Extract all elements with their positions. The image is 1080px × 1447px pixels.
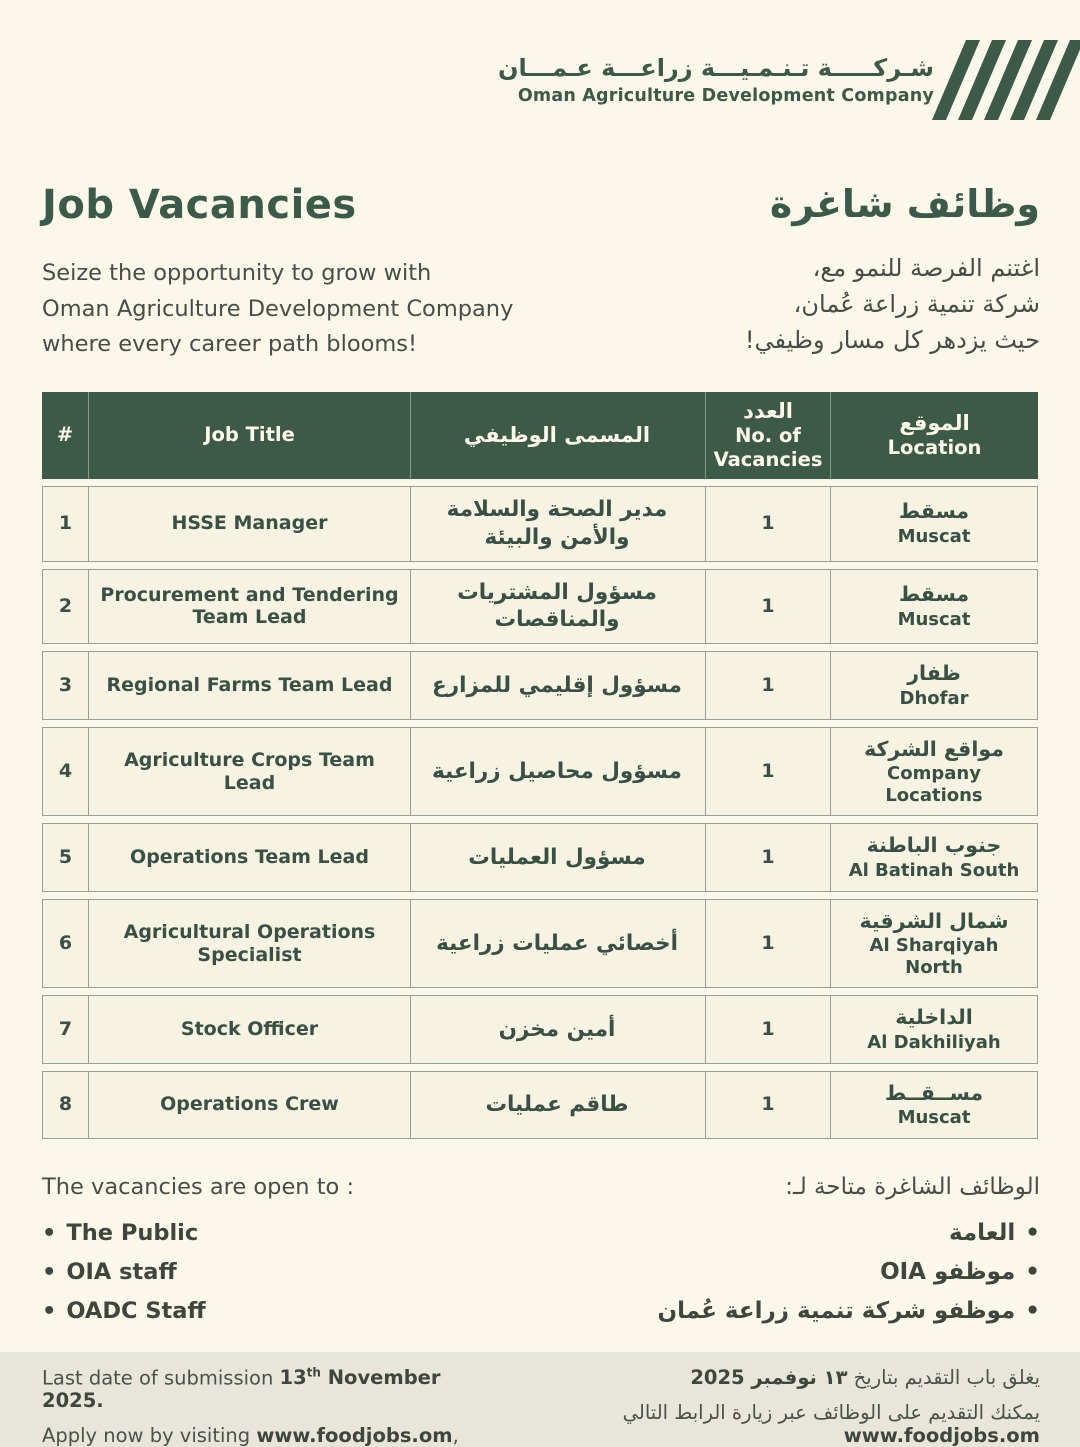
job-title-en: Regional Farms Team Lead xyxy=(88,651,410,719)
intro-text-english xyxy=(42,256,513,363)
deadline-month-year: November 2025. xyxy=(42,1366,441,1413)
bullet: • xyxy=(1025,1219,1040,1246)
row-number: 2 xyxy=(42,569,88,645)
vacancy-count: 1 xyxy=(705,486,830,562)
job-title-ar: أخصائي عمليات زراعية xyxy=(410,899,705,989)
bullet: • xyxy=(42,1219,57,1246)
open-to-arabic xyxy=(658,1174,1040,1324)
open-to-heading-en: The vacancies are open to : xyxy=(42,1173,355,1200)
header-vacancies-ar: العدد xyxy=(743,398,793,423)
table-header xyxy=(42,392,1038,479)
vacancy-count: 1 xyxy=(705,995,830,1063)
vacancies-table-body xyxy=(42,486,1038,1139)
job-title-ar: مدير الصحة والسلامة والأمن والبيئة xyxy=(410,486,705,562)
job-title-ar: مسؤول العمليات xyxy=(410,823,705,891)
bullet: • xyxy=(42,1297,57,1324)
company-names xyxy=(498,54,934,106)
footer xyxy=(0,1366,1080,1447)
apply-instruction-ar xyxy=(471,1401,1040,1447)
open-to-section xyxy=(0,1174,1080,1324)
list-item xyxy=(658,1298,1040,1324)
open-to-heading-ar: الوظائف الشاغرة متاحة لـ: xyxy=(785,1173,1040,1200)
table-row xyxy=(42,651,1038,719)
table-row xyxy=(42,569,1038,645)
apply-text: Apply now by visiting xyxy=(42,1424,257,1447)
row-number: 5 xyxy=(42,823,88,891)
deadline-day: 13 xyxy=(279,1366,307,1390)
open-to-list-ar xyxy=(658,1220,1040,1324)
list-item xyxy=(658,1220,1040,1246)
intro-arabic xyxy=(745,182,1040,358)
location-en: Dhofar xyxy=(899,688,969,710)
intro-line: Seize the opportunity to grow with xyxy=(42,260,432,286)
page-title-arabic: وظائف شاغرة xyxy=(769,182,1040,226)
company-logo xyxy=(952,40,1040,120)
table-row xyxy=(42,727,1038,817)
job-title-en: Operations Crew xyxy=(88,1071,410,1139)
intro-english xyxy=(42,182,513,363)
row-number: 4 xyxy=(42,727,88,817)
open-to-english xyxy=(42,1174,354,1324)
location-ar: الداخلية xyxy=(895,1005,973,1030)
job-title-ar: أمين مخزن xyxy=(410,995,705,1063)
bullet: • xyxy=(1025,1258,1040,1285)
location-ar: جنوب الباطنة xyxy=(866,833,1002,858)
vacancies-table-section xyxy=(0,385,1080,1146)
job-title-en: Agriculture Crops Team Lead xyxy=(88,727,410,817)
job-title-en: HSSE Manager xyxy=(88,486,410,562)
intro-section xyxy=(0,182,1080,363)
footer-arabic xyxy=(471,1366,1040,1447)
intro-line: اغتنم الفرصة للنمو مع، xyxy=(812,254,1040,282)
location-cell xyxy=(830,486,1038,562)
header-vacancies-en-line2: Vacancies xyxy=(713,448,823,472)
header-job-title-en: Job Title xyxy=(88,392,410,479)
list-item-label: موظفو شركة تنمية زراعة عُمان xyxy=(657,1297,1016,1324)
deadline-date-ar: ١٣ نوفمبر 2025 xyxy=(690,1365,848,1389)
table-row xyxy=(42,995,1038,1063)
job-title-ar: مسؤول محاصيل زراعية xyxy=(410,727,705,817)
deadline-text: Last date of submission xyxy=(42,1366,280,1390)
footer-english xyxy=(42,1366,471,1447)
location-en: Al Sharqiyah North xyxy=(869,935,999,978)
header-vacancies-en-line1: No. of xyxy=(735,423,801,447)
job-title-en: Stock Officer xyxy=(88,995,410,1063)
location-cell xyxy=(830,651,1038,719)
header-vacancies xyxy=(705,392,830,479)
header-location-en: Location xyxy=(887,436,982,460)
list-item xyxy=(658,1259,1040,1285)
location-ar: مسقط xyxy=(898,499,970,524)
header-location-ar: الموقع xyxy=(899,410,970,435)
location-ar: مواقع الشركة xyxy=(864,736,1004,761)
header xyxy=(0,0,1080,120)
header-job-title-ar: المسمى الوظيفي xyxy=(410,392,705,479)
location-en: Al Batinah South xyxy=(848,860,1020,882)
location-ar: ظفار xyxy=(907,661,961,686)
list-item-label: العامة xyxy=(948,1219,1016,1246)
location-cell xyxy=(830,823,1038,891)
deadline-day-suffix: th xyxy=(306,1365,321,1380)
apply-url: www.foodjobs.om xyxy=(256,1424,453,1447)
apply-url-ar: www.foodjobs.om xyxy=(843,1423,1040,1447)
open-to-list-en xyxy=(42,1220,354,1324)
submission-deadline-ar xyxy=(471,1366,1040,1389)
bullet: • xyxy=(1025,1297,1040,1324)
table-row xyxy=(42,1071,1038,1139)
location-cell xyxy=(830,569,1038,645)
job-title-ar: طاقم عمليات xyxy=(410,1071,705,1139)
vacancy-count: 1 xyxy=(705,651,830,719)
row-number: 8 xyxy=(42,1071,88,1139)
list-item-label: The Public xyxy=(66,1219,199,1246)
deadline-text-ar: يغلق باب التقديم بتاريخ xyxy=(847,1365,1040,1389)
location-cell xyxy=(830,899,1038,989)
header-number: # xyxy=(42,392,88,479)
vacancy-count: 1 xyxy=(705,569,830,645)
table-row xyxy=(42,823,1038,891)
row-number: 6 xyxy=(42,899,88,989)
vacancy-count: 1 xyxy=(705,1071,830,1139)
list-item xyxy=(42,1259,354,1285)
list-item xyxy=(42,1298,354,1324)
table-row xyxy=(42,899,1038,989)
vacancy-count: 1 xyxy=(705,727,830,817)
location-en: Muscat xyxy=(897,1107,971,1129)
submission-deadline-en xyxy=(42,1366,471,1413)
list-item-label: OIA staff xyxy=(66,1258,177,1285)
apply-text-ar: يمكنك التقديم على الوظائف عبر زيارة الرابط التالي xyxy=(622,1400,1040,1424)
location-ar: مسقط xyxy=(898,582,970,607)
vacancy-count: 1 xyxy=(705,823,830,891)
location-cell xyxy=(830,727,1038,817)
list-item-label: OADC Staff xyxy=(66,1297,206,1324)
location-ar: شمال الشرقية xyxy=(859,908,1009,933)
table-row xyxy=(42,486,1038,562)
row-number: 1 xyxy=(42,486,88,562)
location-en: Muscat xyxy=(897,526,971,548)
intro-line: شركة تنمية زراعة عُمان، xyxy=(793,290,1040,318)
intro-line: Oman Agriculture Development Company xyxy=(42,295,514,322)
location-en: Al Dakhiliyah xyxy=(867,1032,1001,1054)
company-name-arabic: شـركـــــة تـنـمـيـــة زراعـــة عـمـــان xyxy=(497,54,934,83)
bullet: • xyxy=(42,1258,57,1285)
list-item xyxy=(42,1220,354,1246)
location-en: Company Locations xyxy=(885,763,983,806)
apply-instruction-en xyxy=(42,1424,471,1447)
location-cell xyxy=(830,1071,1038,1139)
diagonal-blades-icon xyxy=(952,40,1040,120)
page-title-english: Job Vacancies xyxy=(42,182,357,228)
job-title-ar: مسؤول إقليمي للمزارع xyxy=(410,651,705,719)
job-title-en: Agricultural Operations Specialist xyxy=(88,899,410,989)
header-location xyxy=(830,392,1038,479)
vacancy-count: 1 xyxy=(705,899,830,989)
vacancies-table xyxy=(42,385,1038,1146)
job-title-ar: مسؤول المشتريات والمناقصات xyxy=(410,569,705,645)
row-number: 7 xyxy=(42,995,88,1063)
apply-suffix: , xyxy=(452,1424,459,1447)
location-ar: مســقــط xyxy=(884,1080,984,1105)
list-item-label: موظفو OIA xyxy=(880,1258,1016,1285)
job-title-en: Procurement and Tendering Team Lead xyxy=(88,569,410,645)
intro-line: حيث يزدهر كل مسار وظيفي! xyxy=(744,326,1040,354)
row-number: 3 xyxy=(42,651,88,719)
company-name-english: Oman Agriculture Development Company xyxy=(517,85,934,106)
intro-text-arabic xyxy=(745,250,1040,358)
location-en: Muscat xyxy=(897,608,971,630)
location-cell xyxy=(830,995,1038,1063)
job-title-en: Operations Team Lead xyxy=(88,823,410,891)
intro-line: where every career path blooms! xyxy=(42,331,418,358)
